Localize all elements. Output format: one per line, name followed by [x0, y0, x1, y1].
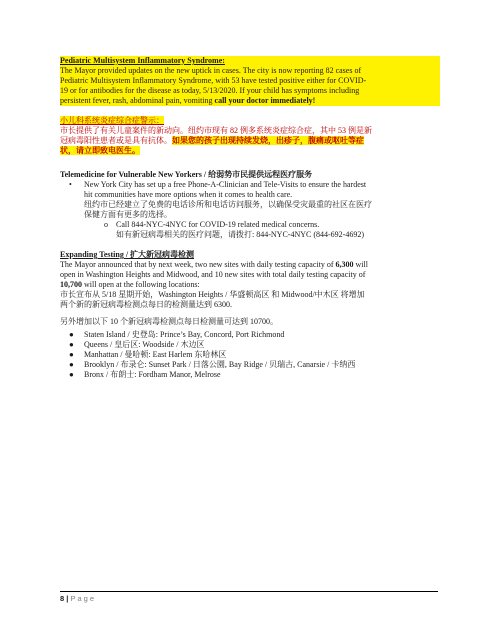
testing-line: 10,700 will open at the following locations:: [60, 280, 200, 289]
mis-paragraph-text: persistent fever, rash, abdominal pain, vomiting: [60, 96, 215, 105]
testing-line: The Mayor announced that by next week, two new sites with daily testing capacity of 6,300 will: [60, 260, 368, 269]
testing-section: [60, 250, 440, 380]
telemedicine-heading: Telemedicine for Vulnerable New Yorkers / 给弱势市民提供远程医疗服务: [60, 170, 313, 179]
telemedicine-sub-item: o Call 844-NYC-4NYC for COVID-19 related medical concerns. 如有新冠病毒相关的医疗问题，请拨打: 844-NYC-4NYC (844-692-4692): [104, 220, 364, 239]
bullet-icon: ●: [69, 370, 74, 379]
testing-chinese-line: 市长宣布从 5/18 星期开始，Washington Heights / 华盛顿高区 和 Midwood/中木区 将增加: [60, 290, 365, 299]
mis-chinese-line: 冠病毒阳性患者或是具有抗体。如果您的孩子出现持续发烧，出疹子，腹痛或呕吐等症: [60, 136, 364, 145]
testing-line: open in Washington Heights and Midwood, and 10 new sites with total daily testing capacity of: [60, 270, 366, 279]
mis-paragraph-line: Pediatric Multisystem Inflammatory Syndrome, with 53 have tested positive either for COVID-: [60, 76, 367, 85]
mis-paragraph-line: The Mayor provided updates on the new uptick in cases. The city is now reporting 82 cases of: [60, 66, 362, 75]
mis-chinese-warning: 状，请立即致电医生。: [60, 146, 140, 155]
mis-chinese-block: [60, 116, 440, 156]
page-label: Page: [70, 594, 96, 603]
capacity-10700: 10,700: [60, 280, 82, 289]
bullet-icon: ●: [69, 360, 74, 369]
mis-chinese-line: 市长提供了有关儿童案件的新动向。纽约市现有 82 例多系统炎症综合症，其中 53 例是新: [60, 126, 372, 135]
page-number: 8: [60, 594, 65, 603]
list-item: • New York City has set up a free Phone-A-Clinician and Tele-Visits to ensure the hardest hit communities have more options when it comes to health care. 纽约市已经建立了免费的电话诊所和电话访问服务，以确保受灾最重的社区在医疗 保健方面有更多的选择。: [69, 180, 372, 219]
bullet-icon: ●: [69, 330, 74, 339]
page-content: [60, 56, 440, 380]
mis-title-chinese: 小儿科系统炎症综合症警示：: [60, 116, 164, 125]
list-item: ● Queens / 皇后区: Woodside / 木边区: [69, 340, 205, 349]
testing-chinese-extra: 另外增加以下 10 个新冠病毒检测点每日检测量可达到 10700。: [60, 317, 278, 326]
mis-paragraph-line: 19 or for antibodies for the disease as today, 5/13/2020. If your child has symptoms including: [60, 86, 360, 95]
circle-bullet-icon: o: [104, 220, 108, 229]
list-item: ● Bronx / 布朗士: Fordham Manor, Melrose: [69, 370, 221, 379]
list-item: ● Staten Island / 史登岛: Prince’s Bay, Concord, Port Richmond: [69, 330, 285, 339]
mis-chinese-line: [60, 146, 440, 156]
telemedicine-section: [60, 170, 440, 240]
capacity-6300: 6,300: [335, 260, 354, 269]
testing-chinese-line: 两个新的新冠病毒检测点每日的检测量达到 6300.: [60, 300, 232, 309]
mis-call-doctor-text: call your doctor immediately!: [214, 96, 316, 105]
mis-title-english: Pediatric Multisystem Inflammatory Syndrome:: [60, 56, 225, 65]
bullet-icon: •: [69, 180, 72, 189]
telemedicine-list: [60, 180, 440, 220]
bullet-icon: ●: [69, 340, 74, 349]
footer-separator: |: [66, 594, 69, 603]
list-item: ● Manhattan / 曼哈顿: East Harlem 东哈林区: [69, 350, 227, 359]
mis-english-block: [60, 56, 440, 106]
mis-paragraph-line: [60, 96, 440, 106]
list-item: ● Brooklyn / 布录仑: Sunset Park / 日落公園, Bay Ridge / 贝瑞古, Canarsie / 卡纳西: [69, 360, 356, 369]
mis-chinese-warning: 如果您的孩子出现持续发烧，出疹子，腹痛或呕吐等症: [172, 136, 364, 145]
testing-sites-list: [60, 330, 440, 380]
page-footer: [60, 591, 438, 603]
testing-heading: Expanding Testing / 扩大新冠病毒检测: [60, 250, 195, 259]
bullet-icon: ●: [69, 350, 74, 359]
